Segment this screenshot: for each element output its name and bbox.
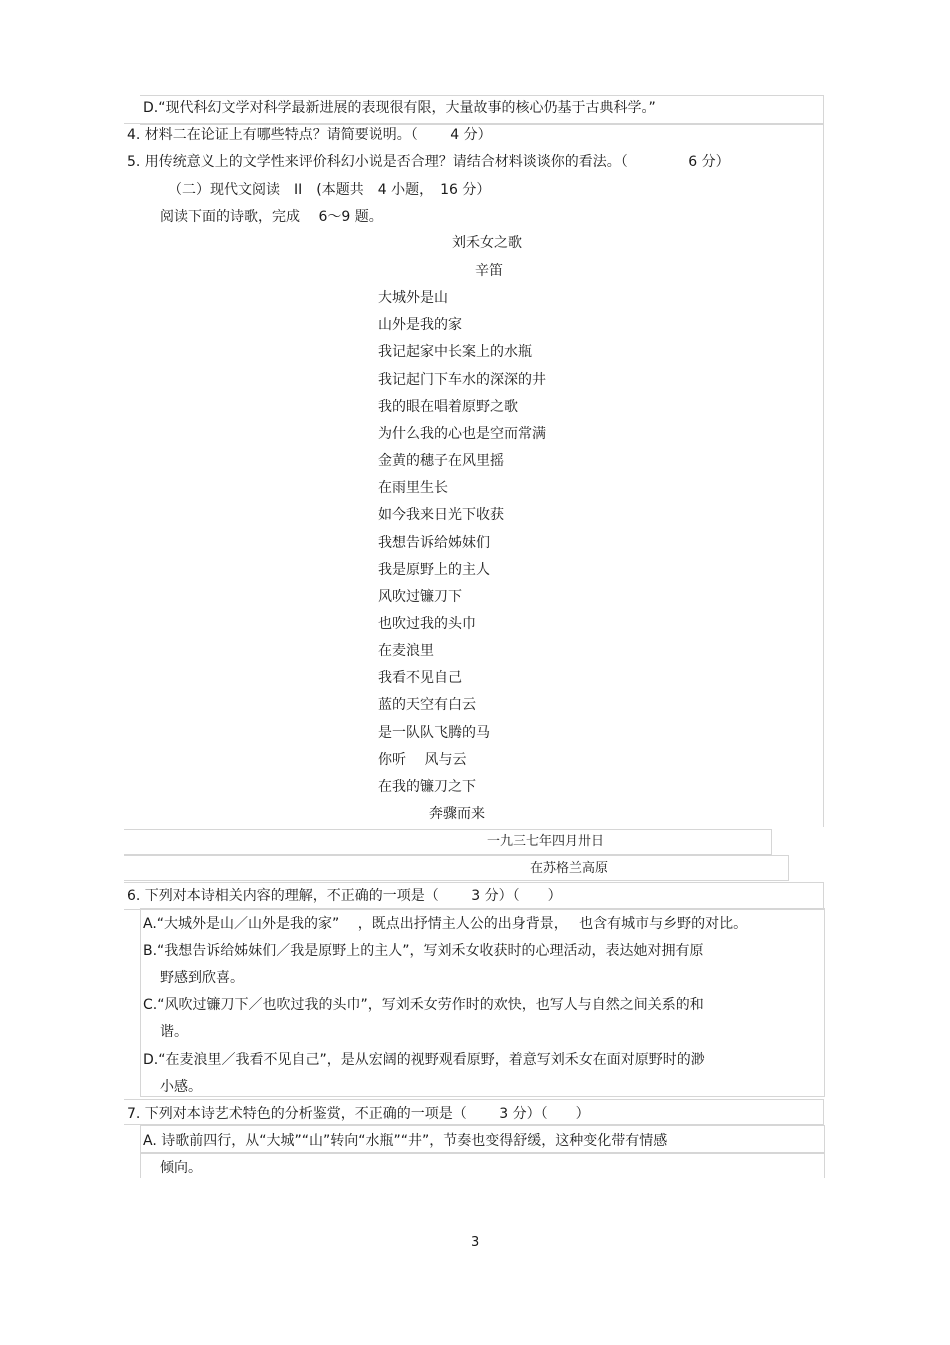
poem-line: 为什么我的心也是空而常满 (378, 426, 546, 442)
scan-box-date (124, 829, 772, 855)
page-number: 3 (471, 1235, 480, 1250)
poem-date: 一九三七年四月卅日 (487, 834, 605, 849)
poem-line: 在麦浪里 (378, 643, 434, 659)
poem-line: 我的眼在唱着原野之歌 (378, 399, 518, 415)
q6-option-d: D.“在麦浪里／我看不见自己”，是从宏阔的视野观看原野，着意写刘禾女在面对原野时的渺 (143, 1052, 705, 1068)
poem-line: 也吹过我的头巾 (378, 616, 476, 632)
q7-option-a: A. 诗歌前四行，从“大城”“山”转向“水瓶”“井”，节奏也变得舒缓，这种变化带有情感 (143, 1133, 668, 1149)
poem-line: 我记起家中长案上的水瓶 (378, 344, 532, 360)
q6-option-c: C.“风吹过镰刀下／也吹过我的头巾”，写刘禾女劳作时的欢快，也写人与自然之间关系的和 (143, 997, 704, 1013)
poem-line: 蓝的天空有白云 (378, 697, 476, 713)
q6-option-d-cont: 小感。 (160, 1079, 202, 1095)
q6-option-c-cont: 谐。 (160, 1024, 188, 1040)
option-d-previous: D.“现代科幻文学对科学最新进展的表现很有限，大量故事的核心仍基于古典科学。” (143, 100, 656, 116)
scan-box-top (124, 123, 824, 827)
reading-instruction: 阅读下面的诗歌，完成 6～9 题。 (160, 209, 383, 225)
poem-line: 我记起门下车水的深深的井 (378, 372, 546, 388)
q6-option-b: B.“我想告诉给姊妹们／我是原野上的主人”，写刘禾女收获时的心理活动，表达她对拥有原 (143, 943, 704, 959)
poem-line: 我想告诉给姊妹们 (378, 535, 490, 551)
poem-line: 山外是我的家 (378, 317, 462, 333)
q7-option-a-cont: 倾向。 (160, 1160, 202, 1176)
poem-title: 刘禾女之歌 (452, 235, 522, 251)
question-6: 6. 下列对本诗相关内容的理解，不正确的一项是（ 3 分）（ ） (127, 888, 562, 904)
question-7: 7. 下列对本诗艺术特色的分析鉴赏，不正确的一项是（ 3 分）（ ） (127, 1106, 590, 1122)
question-4: 4. 材料二在论证上有哪些特点？请简要说明。（ 4 分） (127, 127, 492, 143)
poem-place: 在苏格兰高原 (530, 861, 609, 876)
poem-author: 辛笛 (475, 263, 503, 279)
poem-line: 如今我来日光下收获 (378, 507, 504, 523)
poem-line: 是一队队飞腾的马 (378, 725, 490, 741)
scan-box-place (124, 855, 789, 881)
poem-line: 我看不见自己 (378, 670, 462, 686)
poem-line: 你听 风与云 (378, 752, 467, 768)
poem-line-last: 奔骤而来 (429, 806, 485, 822)
poem-line: 在雨里生长 (378, 480, 448, 496)
q6-option-a: A.“大城外是山／山外是我的家” ，既点出抒情主人公的出身背景， 也含有城市与乡野的对比。 (143, 916, 748, 932)
poem-line: 风吹过镰刀下 (378, 589, 462, 605)
scan-box-q7a2 (140, 1153, 825, 1178)
poem-line: 大城外是山 (378, 290, 448, 306)
question-5: 5. 用传统意义上的文学性来评价科幻小说是否合理？请结合材料谈谈你的看法。（ 6 分） (127, 154, 730, 170)
q6-option-b-cont: 野感到欣喜。 (160, 970, 244, 986)
section-heading: （二）现代文阅读 II (本题共 4 小题， 16 分） (168, 182, 491, 198)
poem-line: 我是原野上的主人 (378, 562, 490, 578)
poem-line: 在我的镰刀之下 (378, 779, 476, 795)
poem-line: 金黄的穗子在风里摇 (378, 453, 504, 469)
